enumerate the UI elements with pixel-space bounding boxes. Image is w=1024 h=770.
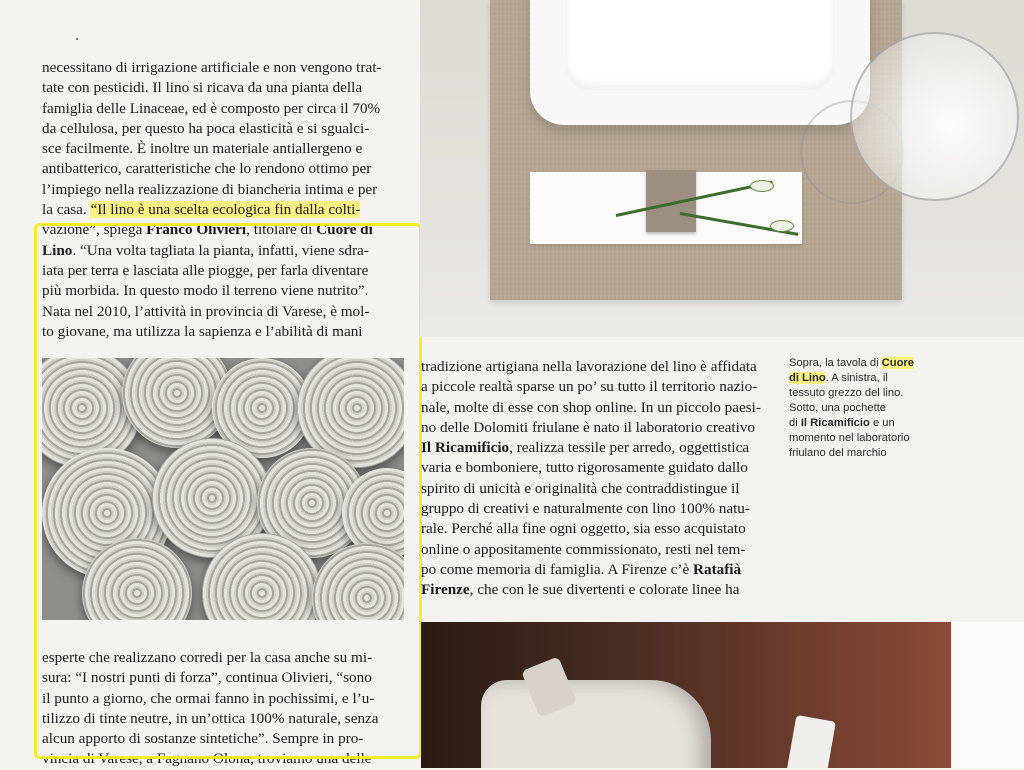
text-line: tilizzo di tinte neutre, in un’ottica 100% naturale, senza (42, 709, 379, 727)
text-line: no delle Dolomiti friulane è nato il laboratorio creativo (421, 418, 756, 436)
caption-line: Sotto, una pochette (789, 402, 887, 414)
text-line: famiglia delle Linaceae, ed è composto per circa il 70% (42, 99, 381, 117)
text-line: sura: “I nostri punti di forza”, continua Olivieri, “sono (42, 669, 372, 687)
text-line (42, 200, 404, 220)
middle-column-text (421, 357, 781, 601)
sewing-machine-photo (421, 622, 951, 768)
text-span: Sopra, la tavola di (789, 357, 882, 369)
text-line (421, 560, 781, 580)
sewing-machine (481, 680, 711, 768)
text-line: alcun apporto di sostanze sintetiche”. Sempre in pro- (42, 730, 364, 748)
text-line (421, 580, 781, 600)
text-line: da cellulosa, per questo ha poca elasticità e si sgualci- (42, 119, 370, 137)
caption-line (789, 371, 959, 386)
highlighted-quote: “Il lino è una scelta ecologica fin dalla colti- (90, 201, 361, 219)
text-line: gruppo di creativi e naturalmente con lino 100% natu- (421, 500, 750, 518)
text-line: tradizione artigiana nella lavorazione del lino è affidata (421, 358, 757, 375)
text-line: spirito di unicità e originalità che contraddistingue il (421, 479, 740, 497)
wine-glass (850, 32, 1019, 201)
plate-inner (565, 0, 835, 90)
caption-line: friulano del marchio (789, 447, 887, 459)
text-line: to giovane, ma utilizza la sapienza e l’abilità di mani (42, 322, 363, 340)
text-span: vazione” (42, 221, 96, 239)
text-span: , spiega (95, 221, 147, 239)
brand-name: Ratafià (693, 560, 742, 578)
text-line: online o appositamente commissionato, resti nel tem- (421, 540, 746, 558)
brand-name: di Lino (789, 372, 826, 384)
text-line: necessitano di irrigazione artificiale e non vengono trat- (42, 59, 382, 76)
person-name: Franco Olivieri (146, 221, 247, 239)
page-margin (952, 622, 1024, 768)
caption-line (789, 416, 959, 431)
text-line (42, 241, 404, 261)
brand-name: Lino (42, 241, 73, 259)
text-line: più morbida. In questo modo il terreno viene nutrito”. (42, 282, 369, 300)
text-span: la casa. (42, 201, 91, 219)
table-setting-photo (420, 0, 1024, 337)
text-line: a piccole realtà sparse un po’ su tutto il territorio nazio- (421, 378, 758, 396)
raw-linen-photo (42, 358, 404, 620)
caption-line (789, 356, 959, 371)
brand-name: Il Ricamificio (421, 439, 510, 457)
text-line: esperte che realizzano corredi per la casa anche su mi- (42, 649, 373, 666)
text-line: vincia di Varese, a Fagnano Olona, troviamo una delle (42, 750, 372, 768)
text-span: po come memoria di famiglia. A Firenze c’è (421, 560, 694, 578)
text-span: e un (869, 417, 895, 429)
flower-bud (770, 220, 794, 232)
text-line: iata per terra e lasciata alle piogge, per farla diventare (42, 261, 369, 279)
text-line: antibatterico, caratteristiche che lo rendono ottimo per (42, 160, 372, 178)
text-line: rale. Perché alla fine ogni oggetto, sia esso acquistato (421, 520, 746, 538)
left-text-bottom (42, 648, 404, 770)
text-line: Nata nel 2010, l’attività in provincia di Varese, è mol- (42, 302, 370, 320)
caption-line: tessuto grezzo del lino. (789, 387, 904, 399)
text-line: il punto a giorno, che ormai fanno in pochissimi, e l’u- (42, 689, 375, 707)
text-line: nale, molte di esse con shop online. In un piccolo paesi- (421, 398, 761, 416)
speck (76, 38, 78, 40)
text-span: di (789, 417, 801, 429)
flower-bud (750, 180, 774, 192)
photo-caption (789, 356, 959, 461)
text-span: . A sinistra, il (825, 372, 888, 384)
caption-line: momento nel laboratorio (789, 432, 910, 444)
text-line (42, 220, 404, 240)
text-span: . “Una volta tagliata la pianta, infatti, viene sdra- (72, 241, 369, 259)
brand-name: Firenze (421, 581, 470, 599)
text-line: varia e bomboniere, tutto rigorosamente guidato dallo (421, 459, 748, 477)
brand-name: Il Ricamificio (800, 417, 870, 429)
text-line: sce facilmente. È inoltre un materiale antiallergeno e (42, 140, 363, 158)
text-span: , titolare di (246, 221, 317, 239)
thread-spool (786, 715, 836, 768)
text-span: , realizza tessile per arredo, oggettistica (509, 439, 750, 457)
text-line: tate con pesticidi. Il lino si ricava da una pianta della (42, 79, 363, 97)
text-span: , che con le sue divertenti e colorate linee ha (469, 581, 740, 599)
text-line: l’impiego nella realizzazione di biancheria intima e per (42, 180, 378, 198)
left-text-top (42, 58, 404, 342)
brand-name: Cuore (881, 357, 914, 369)
text-line (421, 438, 781, 458)
brand-name: Cuore di (316, 221, 373, 239)
